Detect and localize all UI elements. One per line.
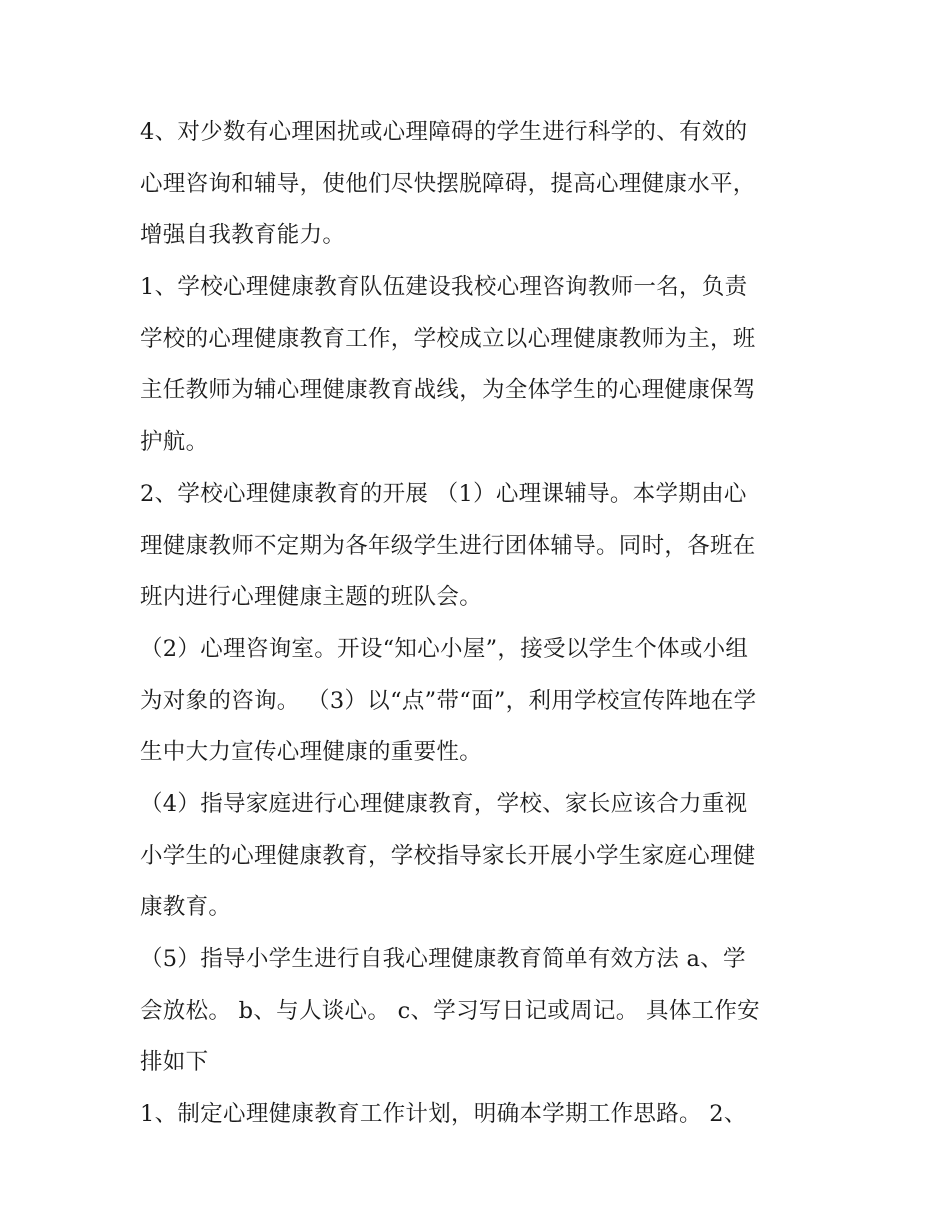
paragraph-work-plan <box>140 1089 815 1141</box>
text-line: 康教育。 <box>140 894 232 921</box>
text-line: （4）指导家庭进行心理健康教育，学校、家长应该合力重视 <box>140 790 748 817</box>
paragraph-family-guidance <box>140 779 815 934</box>
text-line: 护航。 <box>140 429 209 456</box>
text-line: 小学生的心理健康教育，学校指导家长开展小学生家庭心理健 <box>140 842 756 869</box>
text-line: 心理咨询和辅导，使他们尽快摆脱障碍，提高心理健康水平， <box>140 170 756 197</box>
text-line: 4、对少数有心理困扰或心理障碍的学生进行科学的、有效的 <box>140 119 748 145</box>
paragraph-self-education <box>140 934 815 1089</box>
paragraph-education-development <box>140 469 815 624</box>
text-line: 理健康教师不定期为各年级学生进行团体辅导。同时，各班在 <box>140 532 756 559</box>
text-line: 学校的心理健康教育工作，学校成立以心理健康教师为主，班 <box>140 325 756 352</box>
text-line: 1、制定心理健康教育工作计划，明确本学期工作思路。 2、 <box>140 1101 747 1128</box>
paragraph-goal-4 <box>140 107 815 262</box>
text-line: （5）指导小学生进行自我心理健康教育简单有效方法 a、学 <box>140 946 746 972</box>
text-line: 2、学校心理健康教育的开展 （1）心理课辅导。本学期由心 <box>140 480 747 507</box>
text-line: 班内进行心理健康主题的班队会。 <box>140 584 483 611</box>
text-line: 主任教师为辅心理健康教育战线，为全体学生的心理健康保驾 <box>140 377 756 404</box>
text-line: （2）心理咨询室。开设“知心小屋”，接受以学生个体或小组 <box>140 635 749 662</box>
text-line: 增强自我教育能力。 <box>140 222 346 249</box>
text-line: 1、学校心理健康教育队伍建设我校心理咨询教师一名，负责 <box>140 274 748 301</box>
document-body <box>140 107 815 1141</box>
text-line: 生中大力宣传心理健康的重要性。 <box>140 739 483 766</box>
paragraph-counseling-room <box>140 624 815 779</box>
text-line: 为对象的咨询。 （3）以“点”带“面”，利用学校宣传阵地在学 <box>140 687 757 714</box>
text-line: 会放松。 b、与人谈心。 c、学习写日记或周记。 具体工作安 <box>140 997 760 1024</box>
paragraph-team-building <box>140 262 815 469</box>
text-line: 排如下 <box>140 1049 209 1076</box>
